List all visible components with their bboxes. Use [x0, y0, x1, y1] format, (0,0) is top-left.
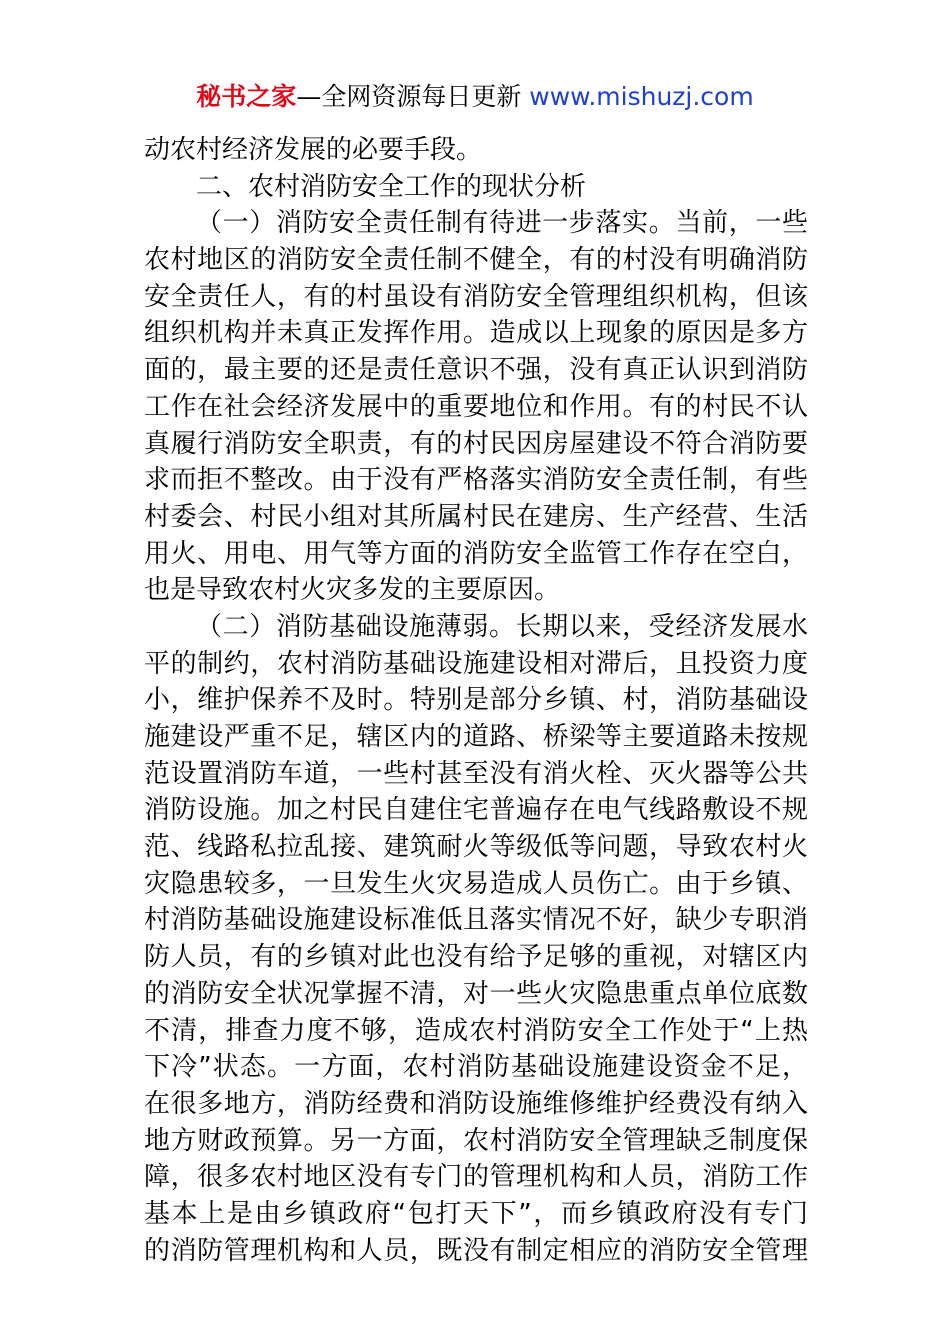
paragraph-line: 求而拒不整改。由于没有严格落实消防安全责任制，有些: [144, 465, 808, 496]
paragraph-line: 村消防基础设施建设标准低且落实情况不好，缺少专职消: [144, 905, 808, 936]
paragraph-line: 防人员，有的乡镇对此也没有给予足够的重视，对辖区内: [144, 942, 808, 973]
paragraph-line: 的消防安全状况掌握不清，对一些火灾隐患重点单位底数: [144, 978, 808, 1009]
paragraph-line: 在很多地方，消防经费和消防设施维修维护经费没有纳入: [144, 1088, 808, 1119]
document-body: [144, 132, 808, 1269]
paragraph-line: 消防设施。加之村民自建住宅普遍存在电气线路敷设不规: [144, 795, 808, 826]
site-tagline: —全网资源每日更新: [296, 82, 522, 111]
paragraph-line: 范设置消防车道，一些村甚至没有消火栓、灭火器等公共: [144, 758, 808, 789]
paragraph-line: 真履行消防安全职责，有的村民因房屋建设不符合消防要: [144, 428, 808, 459]
paragraph-line: 的消防管理机构和人员，既没有制定相应的消防安全管理: [144, 1235, 808, 1266]
paragraph-line: 灾隐患较多，一旦发生火灾易造成人员伤亡。由于乡镇、: [144, 868, 808, 899]
paragraph-line: 障，很多农村地区没有专门的管理机构和人员，消防工作: [144, 1162, 808, 1193]
paragraph-line: 面的，最主要的还是责任意识不强，没有真正认识到消防: [144, 355, 808, 386]
site-url-link[interactable]: www.mishuzj.com: [529, 82, 754, 111]
paragraph-line: （一）消防安全责任制有待进一步落实。当前，一些: [196, 208, 808, 239]
paragraph-line: 下冷”状态。一方面，农村消防基础设施建设资金不足，: [144, 1052, 808, 1083]
paragraph-line: 施建设严重不足，辖区内的道路、桥梁等主要道路未按规: [144, 722, 808, 752]
paragraph-line: 不清，排查力度不够，造成农村消防安全工作处于“上热: [144, 1015, 808, 1046]
paragraph-line: 用火、用电、用气等方面的消防安全监管工作存在空白，: [144, 538, 808, 569]
paragraph-line: 村委会、村民小组对其所属村民在建房、生产经营、生活: [144, 501, 808, 532]
paragraph-line: 组织机构并未真正发挥作用。造成以上现象的原因是多方: [144, 318, 808, 349]
section-heading: 二、农村消防安全工作的现状分析: [196, 171, 587, 202]
paragraph-line: 地方财政预算。另一方面，农村消防安全管理缺乏制度保: [144, 1125, 808, 1156]
site-brand: 秘书之家: [196, 82, 297, 111]
paragraph-line: 农村地区的消防安全责任制不健全，有的村没有明确消防: [144, 245, 808, 276]
text-line: 动农村经济发展的必要手段。: [144, 135, 483, 165]
site-header: [0, 80, 950, 114]
paragraph-line: 也是导致农村火灾多发的主要原因。: [144, 575, 561, 606]
paragraph-line: 范、线路私拉乱接、建筑耐火等级低等问题，导致农村火: [144, 832, 808, 863]
paragraph-line: 基本上是由乡镇政府“包打天下”，而乡镇政府没有专门: [144, 1198, 808, 1229]
paragraph-line: 平的制约，农村消防基础设施建设相对滞后，且投资力度: [144, 648, 808, 679]
paragraph-line: 安全责任人，有的村虽设有消防安全管理组织机构，但该: [144, 281, 808, 312]
paragraph-line: 小，维护保养不及时。特别是部分乡镇、村，消防基础设: [144, 685, 808, 716]
paragraph-line: 工作在社会经济发展中的重要地位和作用。有的村民不认: [144, 391, 808, 422]
paragraph-line: （二）消防基础设施薄弱。长期以来，受经济发展水: [196, 611, 808, 642]
